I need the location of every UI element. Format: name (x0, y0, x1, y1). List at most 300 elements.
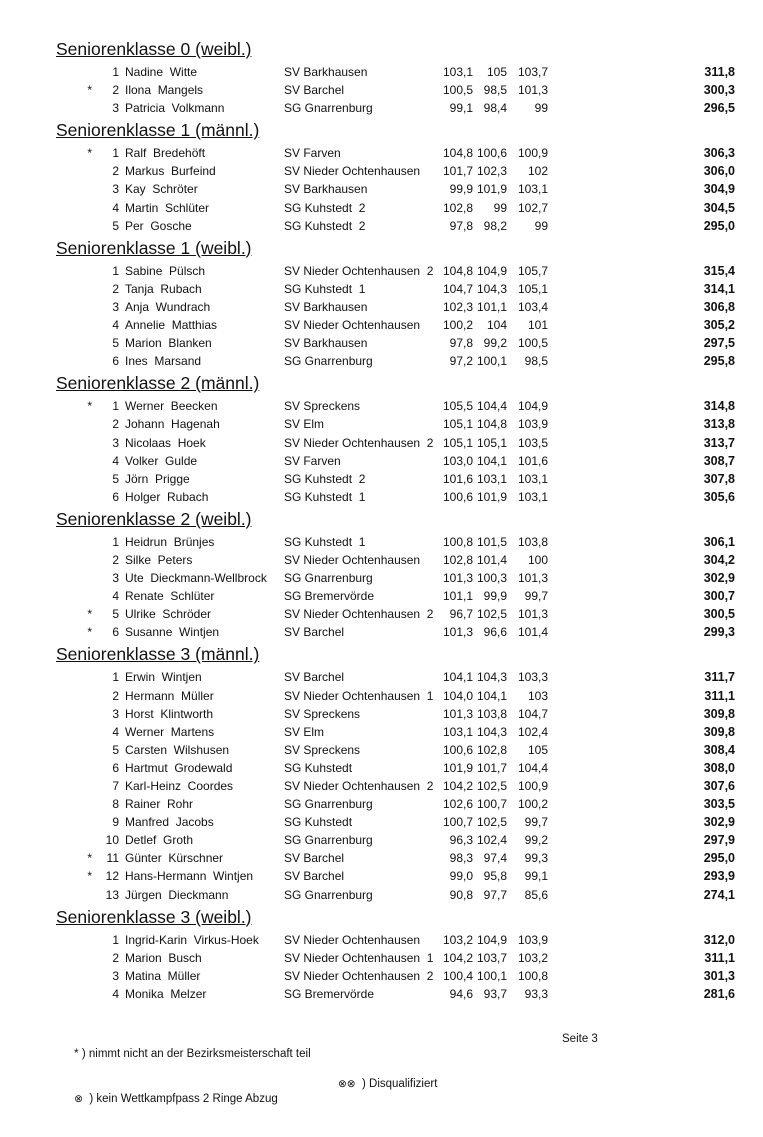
footnote-no-pass-text: ) kein Wettkampfpass 2 Ringe Abzug (82, 1093, 278, 1106)
circled-x-double-icon: ⊗⊗ (338, 1078, 356, 1091)
score1-cell: 101,9 (443, 760, 474, 775)
score1-cell: 104,7 (443, 281, 474, 296)
score3-cell: 102 (527, 164, 548, 179)
score1-cell: 102,8 (443, 200, 474, 215)
score2-cell: 101,5 (476, 534, 507, 549)
score3-cell: 101 (527, 318, 548, 333)
score1-cell: 98,3 (449, 851, 473, 866)
score2-cell: 101,9 (476, 182, 507, 197)
score3-cell: 100 (527, 552, 548, 567)
result-row (56, 687, 763, 705)
name-cell: Ute Dieckmann-Wellbrock (125, 571, 267, 586)
club-cell: SG Gnarrenburg (284, 101, 373, 116)
score3-cell: 103,1 (517, 489, 548, 504)
result-row (56, 831, 763, 849)
section-title: Seniorenklasse 1 (weibl.) (56, 237, 252, 258)
footnote-asterisk: * ) nimmt nicht an der Bezirksmeisterschaft teil (74, 1048, 311, 1061)
name-cell: Horst Klintworth (125, 706, 214, 721)
total-cell: 300,5 (703, 607, 735, 622)
score2-cell: 101,1 (476, 299, 507, 314)
flag-cell: * (87, 869, 92, 884)
name-cell: Ines Marsand (125, 354, 202, 369)
score3-cell: 103,8 (517, 534, 548, 549)
name-cell: Günter Kürschner (125, 851, 224, 866)
score3-cell: 100,8 (517, 968, 548, 983)
result-row (56, 144, 763, 162)
score2-cell: 103,8 (476, 706, 507, 721)
club-cell: SV Nieder Ochtenhausen 2 (284, 968, 434, 983)
total-cell: 308,4 (703, 742, 735, 757)
score1-cell: 103,2 (443, 932, 474, 947)
total-cell: 300,7 (703, 589, 735, 604)
total-cell: 274,1 (703, 887, 735, 902)
section-title: Seniorenklasse 1 (männl.) (56, 120, 260, 141)
score1-cell: 100,6 (443, 742, 474, 757)
score2-cell: 102,5 (476, 779, 507, 793)
total-cell: 315,4 (703, 263, 735, 278)
club-cell: SV Barchel (284, 625, 345, 640)
total-cell: 302,9 (703, 571, 735, 586)
rank-cell: 13 (105, 887, 119, 902)
score2-cell: 99,2 (483, 336, 507, 351)
score1-cell: 100,5 (443, 83, 474, 98)
score3-cell: 99,3 (524, 851, 548, 866)
result-row (56, 415, 763, 433)
section-title: Seniorenklasse 2 (weibl.) (56, 508, 252, 529)
score2-cell: 104,1 (476, 453, 507, 468)
score2-cell: 100,1 (476, 968, 507, 983)
result-row (56, 316, 763, 334)
score3-cell: 100,5 (517, 336, 548, 351)
total-cell: 299,3 (703, 625, 735, 640)
result-row (56, 759, 763, 777)
score1-cell: 104,2 (443, 950, 474, 965)
club-cell: SV Barkhausen (284, 299, 368, 314)
rank-cell: 3 (112, 968, 119, 983)
result-row (56, 63, 763, 81)
club-cell: SV Nieder Ochtenhausen (284, 932, 421, 947)
name-cell: Anja Wundrach (125, 299, 211, 314)
rank-cell: 1 (112, 534, 119, 549)
name-cell: Hartmut Grodewald (125, 760, 233, 775)
flag-cell: * (87, 146, 92, 161)
name-cell: Ilona Mangels (125, 83, 204, 98)
score2-cell: 100,1 (476, 354, 507, 369)
name-cell: Werner Beecken (125, 399, 218, 414)
score1-cell: 96,7 (449, 607, 473, 622)
result-row (56, 723, 763, 741)
score1-cell: 104,8 (443, 263, 474, 278)
result-row (56, 397, 763, 415)
score3-cell: 102,7 (517, 200, 548, 215)
total-cell: 296,5 (703, 101, 735, 116)
score2-cell: 104,9 (476, 932, 507, 947)
name-cell: Werner Martens (125, 724, 215, 739)
total-cell: 307,8 (703, 471, 735, 486)
result-row (56, 867, 763, 885)
rank-cell: 1 (112, 65, 119, 79)
name-cell: Kay Schröter (125, 182, 198, 197)
total-cell: 306,8 (703, 299, 735, 314)
score3-cell: 103,1 (517, 182, 548, 197)
total-cell: 300,3 (703, 83, 735, 98)
result-row (56, 551, 763, 569)
score1-cell: 100,7 (443, 815, 474, 830)
club-cell: SG Gnarrenburg (284, 887, 373, 902)
total-cell: 314,1 (703, 281, 735, 296)
name-cell: Karl-Heinz Coordes (125, 779, 234, 793)
score1-cell: 100,2 (443, 318, 474, 333)
result-row (56, 470, 763, 488)
score2-cell: 102,5 (476, 815, 507, 830)
score3-cell: 102,4 (517, 724, 548, 739)
result-row (56, 777, 763, 795)
score2-cell: 104,4 (476, 399, 507, 414)
club-cell: SV Nieder Ochtenhausen 2 (284, 263, 434, 278)
score2-cell: 98,5 (483, 83, 507, 98)
score3-cell: 103,9 (517, 417, 548, 432)
score3-cell: 104,9 (517, 399, 548, 414)
score3-cell: 103,7 (517, 65, 548, 79)
name-cell: Ingrid-Karin Virkus-Hoek (125, 932, 259, 947)
name-cell: Heidrun Brünjes (125, 534, 215, 549)
score1-cell: 100,4 (443, 968, 474, 983)
name-cell: Jürgen Dieckmann (125, 887, 229, 902)
score2-cell: 97,4 (483, 851, 507, 866)
footer-line-1 (55, 1032, 763, 1061)
total-cell: 311,1 (704, 950, 735, 965)
rank-cell: 1 (112, 932, 119, 947)
page-number: Seite 3 (562, 1033, 598, 1046)
result-row (56, 967, 763, 985)
score2-cell: 104,9 (476, 263, 507, 278)
total-cell: 307,6 (703, 779, 735, 793)
club-cell: SG Kuhstedt 1 (284, 534, 366, 549)
club-cell: SG Gnarrenburg (284, 571, 373, 586)
club-cell: SV Spreckens (284, 706, 361, 721)
result-row (56, 949, 763, 967)
total-cell: 301,3 (703, 968, 735, 983)
score1-cell: 97,8 (449, 336, 473, 351)
score2-cell: 96,6 (483, 625, 507, 640)
score1-cell: 105,1 (443, 435, 474, 450)
result-row (56, 705, 763, 723)
rank-cell: 1 (112, 146, 119, 161)
score1-cell: 103,0 (443, 453, 474, 468)
score1-cell: 90,8 (449, 887, 473, 902)
total-cell: 306,1 (703, 534, 735, 549)
rank-cell: 4 (112, 986, 119, 1001)
score3-cell: 101,3 (517, 83, 548, 98)
flag-cell: * (87, 625, 92, 640)
score3-cell: 99,7 (524, 589, 548, 604)
rank-cell: 2 (112, 950, 119, 965)
rank-cell: 12 (105, 869, 119, 884)
name-cell: Per Gosche (125, 218, 192, 233)
club-cell: SV Barchel (284, 83, 345, 98)
name-cell: Patricia Volkmann (125, 101, 225, 116)
flag-cell: * (87, 399, 92, 414)
score3-cell: 103,1 (517, 471, 548, 486)
score2-cell: 99,9 (483, 589, 507, 604)
result-row (56, 813, 763, 831)
name-cell: Monika Melzer (125, 986, 207, 1001)
name-cell: Silke Peters (125, 552, 193, 567)
class-section (0, 373, 763, 506)
score1-cell: 101,3 (443, 706, 474, 721)
result-row (56, 452, 763, 470)
score3-cell: 103 (527, 688, 548, 703)
score2-cell: 101,4 (476, 552, 507, 567)
score2-cell: 95,8 (483, 869, 507, 884)
total-cell: 303,5 (703, 797, 735, 812)
total-cell: 304,5 (703, 200, 735, 215)
score3-cell: 99,2 (524, 833, 548, 848)
name-cell: Susanne Wintjen (125, 625, 220, 640)
rank-cell: 3 (112, 299, 119, 314)
score1-cell: 97,2 (449, 354, 473, 369)
score2-cell: 104,8 (476, 417, 507, 432)
club-cell: SV Nieder Ochtenhausen (284, 318, 421, 333)
score1-cell: 100,8 (443, 534, 474, 549)
score3-cell: 85,6 (524, 887, 548, 902)
rank-cell: 6 (112, 760, 119, 775)
club-cell: SG Kuhstedt 2 (284, 218, 366, 233)
rank-cell: 5 (112, 218, 119, 233)
rank-cell: 1 (112, 263, 119, 278)
name-cell: Sabine Pülsch (125, 263, 206, 278)
rank-cell: 2 (112, 281, 119, 296)
score3-cell: 103,2 (517, 950, 548, 965)
name-cell: Erwin Wintjen (125, 670, 202, 685)
club-cell: SG Kuhstedt 1 (284, 489, 366, 504)
rank-cell: 3 (112, 182, 119, 197)
club-cell: SG Gnarrenburg (284, 833, 373, 848)
score1-cell: 105,1 (443, 417, 474, 432)
score3-cell: 101,3 (517, 571, 548, 586)
result-row (56, 434, 763, 452)
result-row (56, 262, 763, 280)
rank-cell: 2 (112, 83, 119, 98)
club-cell: SV Barkhausen (284, 65, 368, 79)
rank-cell: 2 (112, 164, 119, 179)
score1-cell: 96,3 (449, 833, 473, 848)
circled-x-icon: ⊗ (74, 1093, 83, 1106)
total-cell: 304,2 (703, 552, 735, 567)
result-row (56, 488, 763, 506)
name-cell: Tanja Rubach (125, 281, 202, 296)
result-row (56, 587, 763, 605)
total-cell: 302,9 (703, 815, 735, 830)
result-row (56, 298, 763, 316)
rank-cell: 2 (112, 688, 119, 703)
score3-cell: 103,4 (517, 299, 548, 314)
score2-cell: 100,3 (476, 571, 507, 586)
footnote-disqualified-text: ) Disqualifiziert (355, 1078, 438, 1091)
total-cell: 306,3 (703, 146, 735, 161)
rank-cell: 11 (106, 851, 119, 866)
score3-cell: 104,7 (517, 706, 548, 721)
name-cell: Jörn Prigge (125, 471, 190, 486)
footer-line-2 (55, 1077, 763, 1106)
score3-cell: 100,9 (517, 779, 548, 793)
flag-cell: * (87, 851, 92, 866)
class-section (0, 238, 763, 371)
club-cell: SV Farven (284, 453, 341, 468)
club-cell: SV Barkhausen (284, 336, 368, 351)
name-cell: Nadine Witte (125, 65, 198, 79)
name-cell: Johann Hagenah (125, 417, 220, 432)
club-cell: SV Barkhausen (284, 182, 368, 197)
result-row (56, 217, 763, 235)
score1-cell: 101,3 (443, 625, 474, 640)
score2-cell: 102,3 (476, 164, 507, 179)
score2-cell: 105 (486, 65, 507, 79)
score1-cell: 99,1 (449, 101, 473, 116)
score1-cell: 100,6 (443, 489, 474, 504)
flag-cell: * (87, 607, 92, 622)
total-cell: 312,0 (703, 932, 735, 947)
rank-cell: 3 (112, 101, 119, 116)
score1-cell: 104,1 (443, 670, 474, 685)
club-cell: SV Barchel (284, 851, 345, 866)
total-cell: 305,2 (703, 318, 735, 333)
score1-cell: 105,5 (443, 399, 474, 414)
score2-cell: 101,9 (476, 489, 507, 504)
club-cell: SV Barchel (284, 869, 345, 884)
club-cell: SG Bremervörde (284, 986, 375, 1001)
total-cell: 306,0 (703, 164, 735, 179)
score2-cell: 103,1 (476, 471, 507, 486)
club-cell: SG Bremervörde (284, 589, 375, 604)
rank-cell: 5 (112, 336, 119, 351)
result-row (56, 199, 763, 217)
page-footer (55, 1008, 763, 1116)
total-cell: 313,7 (703, 435, 735, 450)
result-row (56, 533, 763, 551)
name-cell: Annelie Matthias (125, 318, 218, 333)
rank-cell: 6 (112, 354, 119, 369)
score1-cell: 103,1 (443, 724, 474, 739)
rank-cell: 4 (112, 589, 119, 604)
name-cell: Ulrike Schröder (125, 607, 212, 622)
total-cell: 295,0 (703, 851, 735, 866)
rank-cell: 6 (112, 489, 119, 504)
club-cell: SG Gnarrenburg (284, 797, 373, 812)
score2-cell: 98,4 (483, 101, 507, 116)
result-row (56, 569, 763, 587)
score1-cell: 99,9 (449, 182, 473, 197)
score1-cell: 102,3 (443, 299, 474, 314)
club-cell: SV Nieder Ochtenhausen 1 (284, 688, 434, 703)
score3-cell: 103,9 (517, 932, 548, 947)
result-row (56, 795, 763, 813)
score2-cell: 100,6 (476, 146, 507, 161)
sections-container (0, 39, 763, 1003)
score3-cell: 99,1 (524, 869, 548, 884)
result-row (56, 81, 763, 99)
rank-cell: 5 (112, 471, 119, 486)
score2-cell: 93,7 (483, 986, 507, 1001)
score2-cell: 99 (493, 200, 507, 215)
rank-cell: 10 (105, 833, 119, 848)
score3-cell: 99 (534, 218, 548, 233)
score3-cell: 105,1 (517, 281, 548, 296)
score2-cell: 103,7 (476, 950, 507, 965)
result-row (56, 334, 763, 352)
total-cell: 311,1 (704, 688, 735, 703)
score3-cell: 104,4 (517, 760, 548, 775)
score1-cell: 101,3 (443, 571, 474, 586)
club-cell: SV Nieder Ochtenhausen 2 (284, 435, 434, 450)
score1-cell: 94,6 (449, 986, 473, 1001)
total-cell: 311,7 (704, 670, 735, 685)
score2-cell: 104,3 (476, 281, 507, 296)
result-row (56, 280, 763, 298)
result-row (56, 886, 763, 904)
score3-cell: 101,4 (517, 625, 548, 640)
score1-cell: 104,0 (443, 688, 474, 703)
score2-cell: 104,1 (476, 688, 507, 703)
class-section (0, 120, 763, 234)
score3-cell: 101,6 (517, 453, 548, 468)
result-row (56, 849, 763, 867)
score1-cell: 104,8 (443, 146, 474, 161)
rank-cell: 3 (112, 435, 119, 450)
score3-cell: 100,2 (517, 797, 548, 812)
score2-cell: 101,7 (476, 760, 507, 775)
name-cell: Carsten Wilshusen (125, 742, 230, 757)
total-cell: 313,8 (703, 417, 735, 432)
score3-cell: 99,7 (524, 815, 548, 830)
rank-cell: 8 (112, 797, 119, 812)
score1-cell: 97,8 (449, 218, 473, 233)
class-section (0, 907, 763, 1003)
score3-cell: 101,3 (517, 607, 548, 622)
score3-cell: 98,5 (524, 354, 548, 369)
result-row (56, 352, 763, 370)
total-cell: 308,7 (703, 453, 735, 468)
score1-cell: 101,6 (443, 471, 474, 486)
score2-cell: 104,3 (476, 724, 507, 739)
club-cell: SV Barchel (284, 670, 345, 685)
score2-cell: 104,3 (476, 670, 507, 685)
name-cell: Hermann Müller (125, 688, 214, 703)
score1-cell: 103,1 (443, 65, 474, 79)
club-cell: SG Kuhstedt 1 (284, 281, 366, 296)
footnote-disqualified (338, 1077, 437, 1092)
class-section (0, 644, 763, 903)
total-cell: 311,8 (704, 65, 735, 79)
score2-cell: 102,4 (476, 833, 507, 848)
score1-cell: 99,0 (449, 869, 473, 884)
name-cell: Marion Blanken (125, 336, 212, 351)
score2-cell: 97,7 (483, 887, 507, 902)
rank-cell: 4 (112, 453, 119, 468)
rank-cell: 9 (112, 815, 119, 830)
rank-cell: 1 (112, 399, 119, 414)
club-cell: SG Kuhstedt (284, 815, 353, 830)
name-cell: Holger Rubach (125, 489, 209, 504)
club-cell: SG Kuhstedt 2 (284, 471, 366, 486)
total-cell: 281,6 (703, 986, 735, 1001)
total-cell: 304,9 (703, 182, 735, 197)
rank-cell: 1 (112, 670, 119, 685)
section-title: Seniorenklasse 0 (weibl.) (56, 39, 252, 59)
score1-cell: 102,8 (443, 552, 474, 567)
total-cell: 295,0 (703, 218, 735, 233)
club-cell: SV Nieder Ochtenhausen 2 (284, 779, 434, 793)
